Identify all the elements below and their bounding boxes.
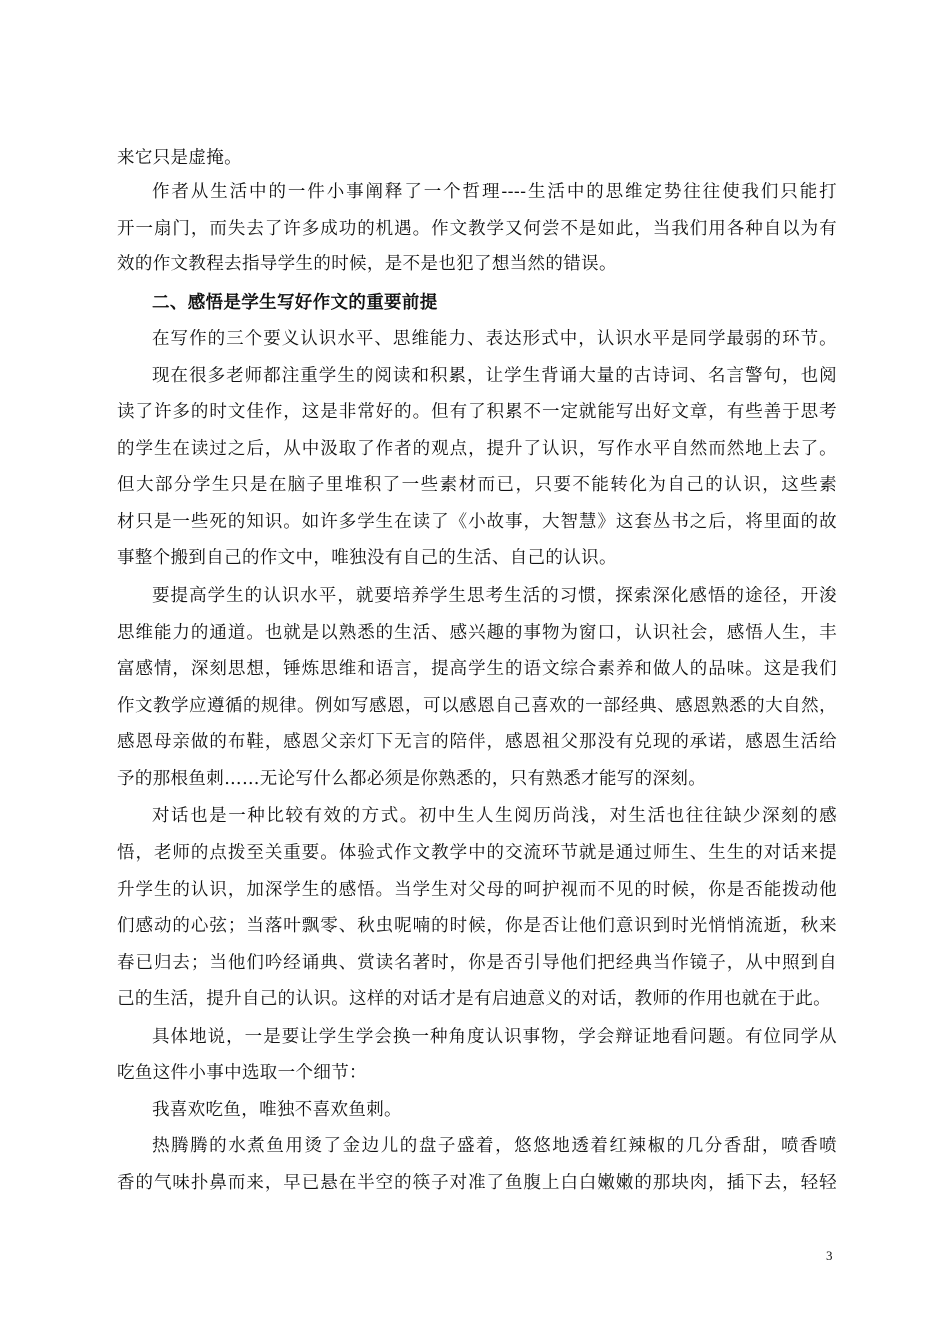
page-number: 3 — [826, 1248, 833, 1263]
text-line: 升学生的认识，加深学生的感悟。当学生对父母的呵护视而不见的时候，你是否能拨动他 — [117, 880, 837, 900]
text-line: 但大部分学生只是在脑子里堆积了一些素材而已，只要不能转化为自己的认识，这些素 — [117, 475, 837, 495]
text-line: 读了许多的时文佳作，这是非常好的。但有了积累不一定就能写出好文章，有些善于思考 — [117, 402, 837, 422]
text-line: 在写作的三个要义认识水平、思维能力、表达形式中，认识水平是同学最弱的环节。 — [152, 329, 837, 349]
text-line: 己的生活，提升自己的认识。这样的对话才是有启迪意义的对话，教师的作用也就在于此。 — [117, 989, 831, 1009]
text-line: 香的气味扑鼻而来，早已悬在半空的筷子对准了鱼腹上白白嫩嫩的那块肉，插下去，轻轻 — [117, 1173, 837, 1193]
text-line: 思维能力的通道。也就是以熟悉的生活、感兴趣的事物为窗口，认识社会，感悟人生，丰 — [117, 623, 837, 643]
text-line: 具体地说，一是要让学生学会换一种角度认识事物，学会辩证地看问题。有位同学从 — [152, 1027, 837, 1047]
text-line: 开一扇门，而失去了许多成功的机遇。作文教学又何尝不是如此，当我们用各种自以为有 — [117, 219, 837, 239]
text-line: 现在很多老师都注重学生的阅读和积累，让学生背诵大量的古诗词、名言警句，也阅 — [152, 366, 837, 386]
text-line: 材只是一些死的知识。如许多学生在读了《小故事，大智慧》这套丛书之后，将里面的故 — [117, 512, 837, 532]
text-line: 们感动的心弦；当落叶飘零、秋虫呢喃的时候，你是否让他们意识到时光悄悄流逝，秋来 — [117, 916, 837, 936]
section-heading: 二、感悟是学生写好作文的重要前提 — [152, 293, 438, 313]
text-line: 对话也是一种比较有效的方式。初中生人生阅历尚浅，对生活也往往缺少深刻的感 — [152, 806, 837, 826]
text-line: 要提高学生的认识水平，就要培养学生思考生活的习惯，探索深化感悟的途径，开浚 — [152, 586, 837, 606]
text-line: 感恩母亲做的布鞋，感恩父亲灯下无言的陪伴，感恩祖父那没有兑现的承诺，感恩生活给 — [117, 732, 837, 752]
text-line: 来它只是虚掩。 — [117, 148, 242, 168]
text-line: 事整个搬到自己的作文中，唯独没有自己的生活、自己的认识。 — [117, 548, 617, 568]
text-line: 春已归去；当他们吟经诵典、赏读名著时，你是否引导他们把经典当作镜子，从中照到自 — [117, 953, 837, 973]
text-line: 作者从生活中的一件小事阐释了一个哲理----生活中的思维定势往往使我们只能打 — [152, 182, 837, 202]
text-line: 富感情，深刻思想，锤炼思维和语言，提高学生的语文综合素养和做人的品味。这是我们 — [117, 659, 837, 679]
text-line: 的学生在读过之后，从中汲取了作者的观点，提升了认识，写作水平自然而然地上去了。 — [117, 439, 837, 459]
text-line: 予的那根鱼刺……无论写什么都必须是你熟悉的，只有熟悉才能写的深刻。 — [117, 769, 707, 789]
text-line: 作文教学应遵循的规律。例如写感恩，可以感恩自己喜欢的一部经典、感恩熟悉的大自然， — [117, 696, 837, 716]
text-line: 悟，老师的点拨至关重要。体验式作文教学中的交流环节就是通过师生、生生的对话来提 — [117, 843, 837, 863]
text-line: 效的作文教程去指导学生的时候，是不是也犯了想当然的错误。 — [117, 254, 617, 274]
text-line: 我喜欢吃鱼，唯独不喜欢鱼刺。 — [152, 1100, 402, 1120]
text-line: 热腾腾的水煮鱼用烫了金边儿的盘子盛着，悠悠地透着红辣椒的几分香甜，喷香喷 — [152, 1136, 837, 1156]
text-line: 吃鱼这件小事中选取一个细节： — [117, 1063, 367, 1083]
